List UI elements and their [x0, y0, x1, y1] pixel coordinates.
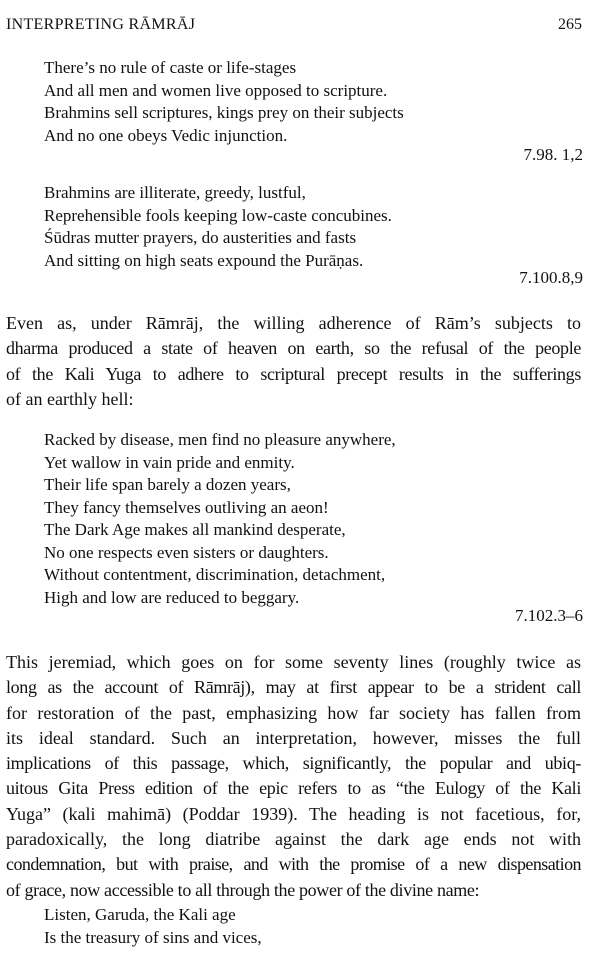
verse-line: Without contentment, discrimination, detachment, — [44, 565, 386, 584]
paragraph-line: its ideal standard. Such an interpretation, however, misses the full — [6, 727, 581, 748]
paragraph-line: paradoxically, the long diatribe against the dark age ends not with — [6, 829, 581, 850]
paragraph-line: of the Kali Yuga to adhere to scriptural precept results in the sufferings — [6, 363, 581, 384]
paragraph-line: Yuga” (kali mahimā) (Poddar 1939). The heading is not facetious, for, — [6, 803, 581, 824]
verse-reference: 7.98. 1,2 — [523, 145, 583, 164]
verse-line: Brahmins sell scriptures, kings prey on their subjects — [44, 103, 404, 122]
verse-line: Reprehensible fools keeping low-caste concubines. — [44, 205, 392, 225]
verse-line: No one respects even sisters or daughters. — [44, 542, 329, 562]
paragraph-line: condemnation, but with praise, and with the promise of a new dispensation — [6, 854, 581, 875]
verse-line: Śūdras mutter prayers, do austerities and fasts — [44, 228, 357, 247]
verse-line: Their life span barely a dozen years, — [44, 475, 291, 494]
verse-line: And all men and women live opposed to scripture. — [44, 80, 388, 100]
paragraph-line: Even as, under Rāmrāj, the willing adherence of Rām’s subjects to — [6, 313, 581, 333]
verse-reference: 7.102.3–6 — [515, 606, 583, 625]
verse-line: And no one obeys Vedic injunction. — [44, 125, 288, 145]
verse-line: There’s no rule of caste or life-stages — [44, 58, 297, 77]
verse-block — [44, 904, 262, 949]
page-number: 265 — [558, 16, 582, 33]
page-header — [6, 16, 582, 40]
verse-line: Is the treasury of sins and vices, — [44, 927, 262, 947]
body-paragraph — [6, 650, 581, 903]
verse-line: High and low are reduced to beggary. — [44, 587, 300, 607]
verse-block — [44, 429, 396, 609]
verse-line: Brahmins are illiterate, greedy, lustful, — [44, 183, 306, 202]
paragraph-line: This jeremiad, which goes on for some seventy lines (roughly twice as — [6, 652, 581, 672]
paragraph-line: of an earthly hell: — [6, 388, 134, 409]
paragraph-line: for restoration of the past, emphasizing how far society has fallen from — [6, 702, 581, 723]
paragraph-line: dharma produced a state of heaven on earth, so the refusal of the people — [6, 338, 581, 359]
verse-line: Yet wallow in vain pride and enmity. — [44, 452, 295, 472]
paragraph-line: long as the account of Rāmrāj), may at first appear to be a strident call — [6, 677, 581, 698]
verse-block — [44, 57, 404, 147]
verse-line: Listen, Garuda, the Kali age — [44, 905, 236, 924]
body-paragraph — [6, 311, 581, 412]
verse-line: And sitting on high seats expound the Purāṇas. — [44, 250, 364, 270]
paragraph-line: of grace, now accessible to all through the power of the divine name: — [6, 879, 480, 900]
verse-line: Racked by disease, men find no pleasure anywhere, — [44, 430, 396, 449]
paragraph-line: uitous Gita Press edition of the epic refers to as “the Eulogy of the Kali — [6, 778, 581, 799]
verse-reference: 7.100.8,9 — [519, 268, 583, 287]
verse-block — [44, 182, 392, 272]
running-head: INTERPRETING RĀMRĀJ — [6, 16, 196, 33]
verse-line: The Dark Age makes all mankind desperate, — [44, 520, 346, 539]
verse-line: They fancy themselves outliving an aeon! — [44, 497, 329, 517]
paragraph-line: implications of this passage, which, significantly, the popular and ubiq- — [6, 753, 581, 774]
